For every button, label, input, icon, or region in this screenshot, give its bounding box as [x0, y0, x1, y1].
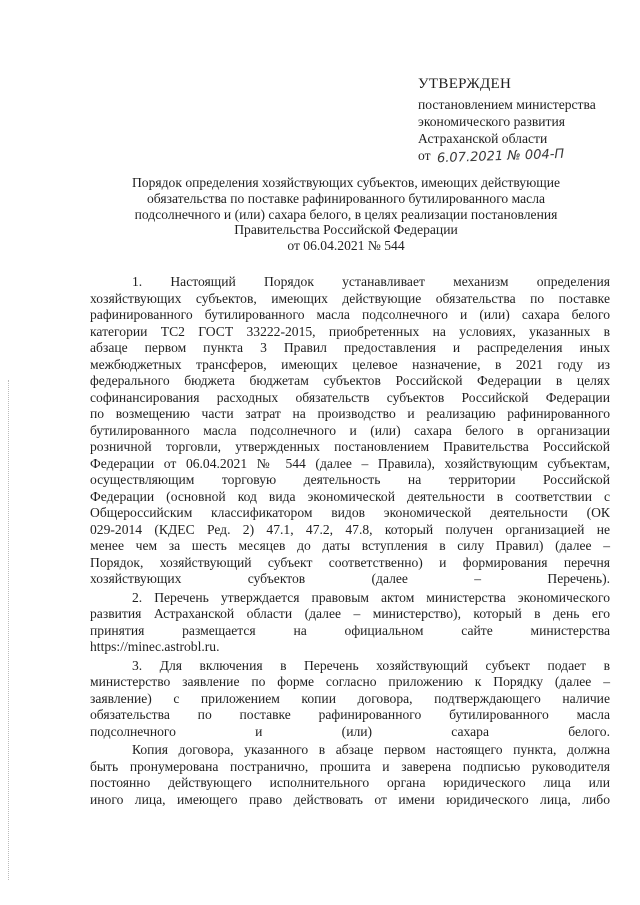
- text-line: Копия договора, указанного в абзаце первом настоящего пункта, должна: [132, 742, 610, 757]
- approval-line: постановлением министерства: [418, 97, 596, 112]
- text-line: по возмещению части затрат на производство и реализацию рафинированного: [90, 406, 610, 421]
- text-line: быть пронумерована постранично, прошита и заверена подписью руководителя: [90, 758, 610, 774]
- text-line: Федерации от 06.04.2021 № 544 (далее – Правила), хозяйствующим субъектам,: [90, 455, 610, 471]
- approval-stamp-block: [418, 76, 633, 165]
- approval-heading: УТВЕРЖДЕН: [418, 76, 512, 92]
- text-line: 029-2014 (КДЕС Ред. 2) 47.1, 47.2, 47.8, который получен организацией не: [90, 521, 610, 537]
- title-line: от 06.04.2021 № 544: [287, 238, 405, 254]
- handwritten-date-number: 6.07.2021 № 004-П: [436, 146, 565, 167]
- title-line: Правительства Российской Федерации: [234, 222, 458, 238]
- text-line: Порядок, хозяйствующий субъект соответственно) и формирования перечня: [90, 554, 610, 570]
- text-line: бутилированного масла подсолнечного и (или) сахара белого в организации: [90, 422, 610, 438]
- text-line: софинансирования расходных обязательств субъектов Российской Федерации: [90, 389, 610, 405]
- text-line: обязательства по поставке рафинированного бутилированного масла: [90, 707, 610, 722]
- text-line: хозяйствующих субъектов (далее – Перечень).: [90, 571, 610, 586]
- text-line: Общероссийским классификатором видов экономической деятельности (ОК: [90, 505, 610, 520]
- text-line: 1. Настоящий Порядок устанавливает механизм определения: [132, 274, 610, 289]
- text-line: осуществляющим торговую деятельность на территории Российской: [90, 472, 610, 487]
- text-line: министерство заявление по форме согласно приложению к Порядку (далее –: [90, 674, 610, 689]
- text-line: постоянно действующего исполнительного органа юридического лица или: [90, 775, 610, 790]
- text-line: подсолнечного и (или) сахара белого.: [90, 723, 610, 739]
- text-line: развития Астраханской области (далее – министерство), который в день его: [90, 606, 610, 621]
- text-line: 3. Для включения в Перечень хозяйствующий субъект подает в: [132, 657, 610, 673]
- paragraph-3: [90, 658, 610, 741]
- text-line: федерального бюджета бюджетам субъектов Российской Федерации в целях: [90, 373, 610, 388]
- scan-edge-mark: [8, 380, 10, 880]
- approval-line: Астраханской области: [418, 131, 548, 146]
- text-line: розничной торговли, утвержденных постановлением Правительства Российской: [90, 439, 610, 454]
- document-title: [96, 175, 596, 254]
- document-body: [90, 274, 610, 808]
- title-line: Порядок определения хозяйствующих субъектов, имеющих действующие: [131, 175, 561, 190]
- title-line: подсолнечного и (или) сахара белого, в целях реализации постановления: [134, 206, 558, 222]
- text-line: https://minec.astrobl.ru.: [90, 639, 220, 654]
- text-line: межбюджетных трансферов, имеющих целевое назначение, в 2021 году из: [90, 356, 610, 372]
- paragraph-1: [90, 274, 610, 588]
- approval-line: экономического развития: [418, 114, 565, 129]
- approval-date-prefix: от: [418, 148, 431, 163]
- text-line: принятия размещается на официальном сайте министерства: [90, 622, 610, 638]
- text-line: рафинированного бутилированного масла подсолнечного и (или) сахара белого: [90, 307, 610, 322]
- paragraph-4: [90, 742, 610, 808]
- text-line: абзаце первом пункта 3 Правил предоставления и распределения иных: [90, 340, 610, 355]
- paragraph-2: [90, 590, 610, 656]
- text-line: иного лица, имеющего право действовать от имени юридического лица, либо: [90, 791, 610, 807]
- text-line: менее чем за шесть месяцев до даты вступления в силу Правил) (далее –: [90, 538, 610, 553]
- text-line: Федерации (основной код вида экономической деятельности в соответствии с: [90, 488, 610, 504]
- title-line: обязательства по поставке рафинированного бутилированного масла: [146, 190, 546, 206]
- text-line: заявление) с приложением копии договора, подтверждающего наличие: [90, 690, 610, 706]
- approval-date-line: [418, 147, 633, 165]
- text-line: хозяйствующих субъектов, имеющих действующие обязательства по поставке: [90, 290, 610, 306]
- text-line: категории ТС2 ГОСТ 33222-2015, приобретенных на условиях, указанных в: [90, 323, 610, 339]
- text-line: 2. Перечень утверждается правовым актом министерства экономического: [132, 589, 610, 605]
